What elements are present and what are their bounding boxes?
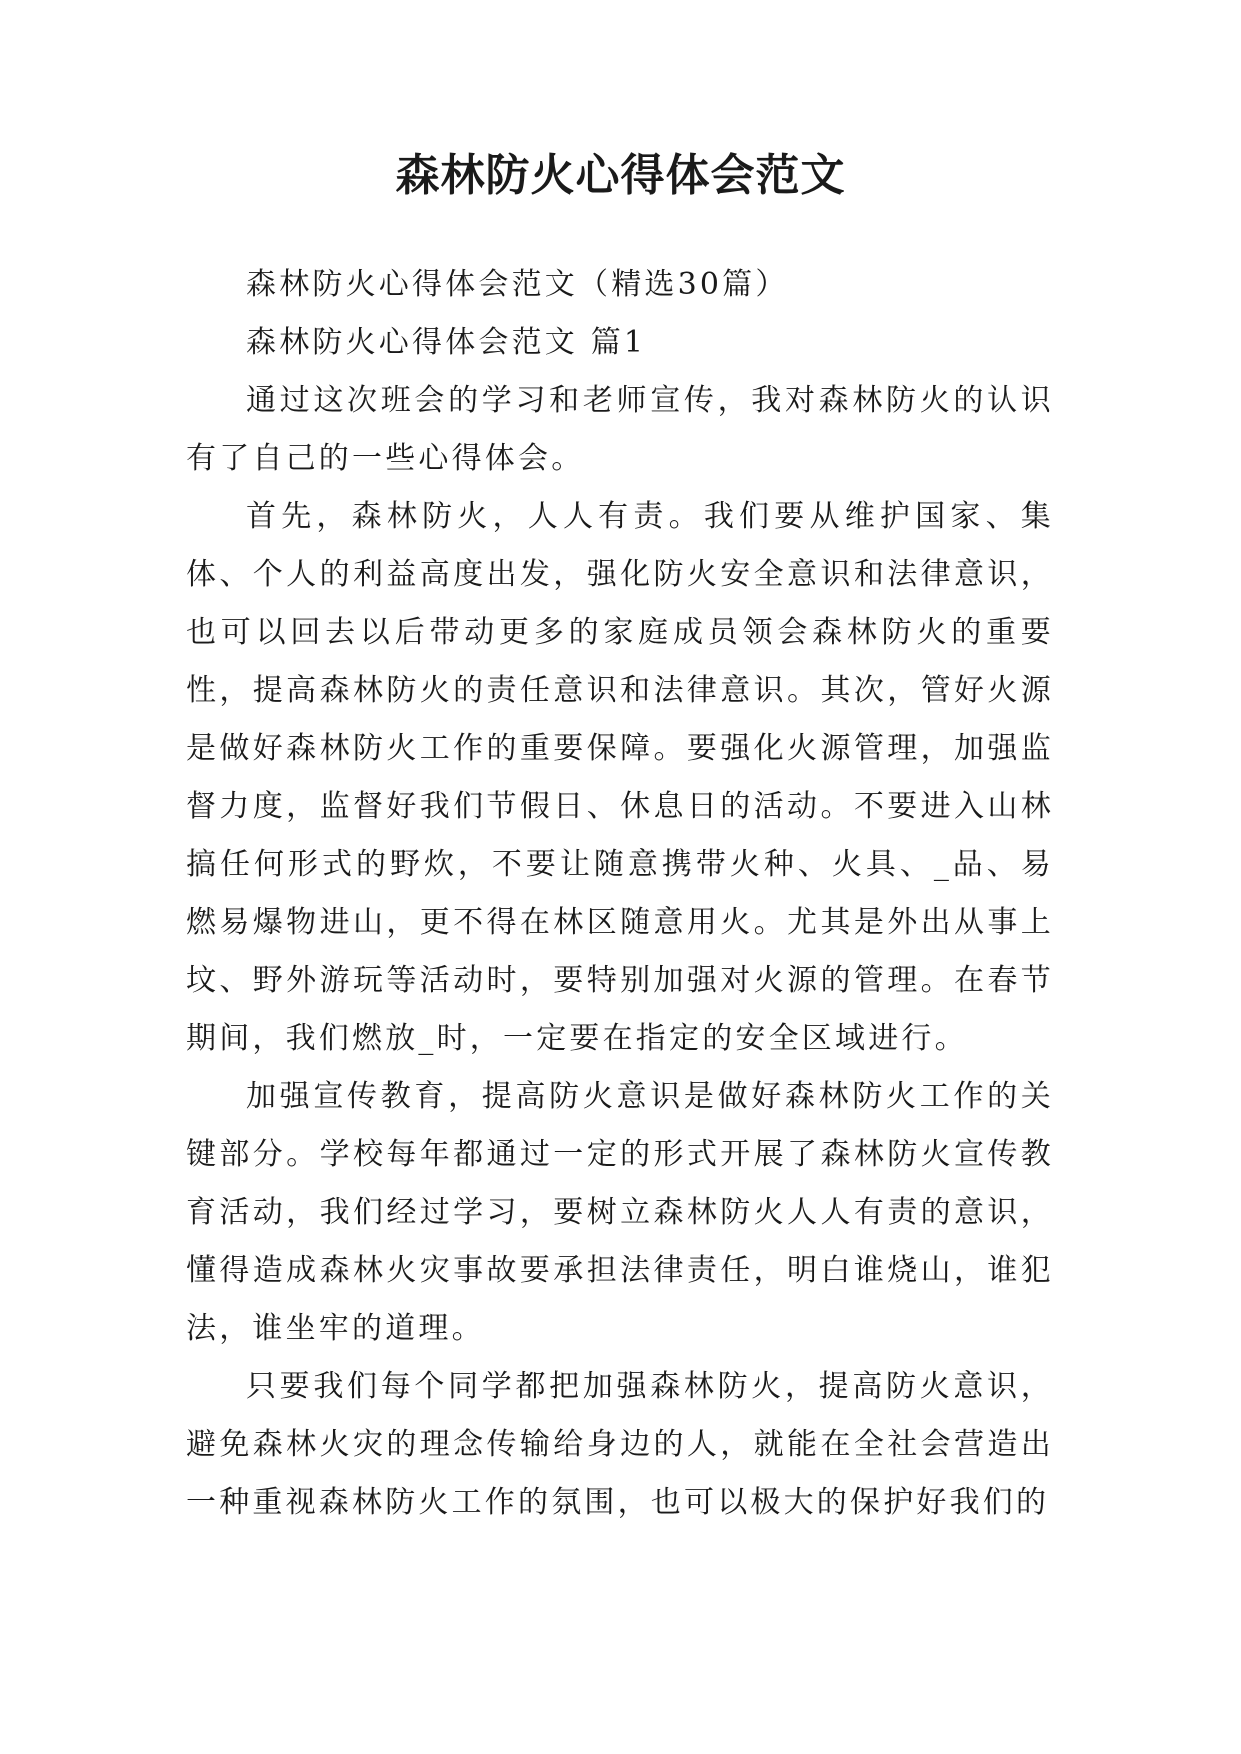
document-body xyxy=(186,256,1054,1532)
body-paragraph: 加强宣传教育，提高防火意识是做好森林防火工作的关键部分。学校每年都通过一定的形式开展了森林防火宣传教育活动，我们经过学习，要树立森林防火人人有责的意识，懂得造成森林火灾事故要承担法律责任，明白谁烧山，谁犯法，谁坐牢的道理。 xyxy=(186,1079,1054,1346)
section-heading: 森林防火心得体会范文 篇1 xyxy=(246,325,647,360)
subtitle-paragraph: 森林防火心得体会范文（精选30篇） xyxy=(246,267,789,302)
body-paragraph: 只要我们每个同学都把加强森林防火，提高防火意识，避免森林火灾的理念传输给身边的人，就能在全社会营造出一种重视森林防火工作的氛围，也可以极大的保护好我们的 xyxy=(186,1369,1054,1520)
body-paragraph: 通过这次班会的学习和老师宣传，我对森林防火的认识有了自己的一些心得体会。 xyxy=(186,383,1054,476)
body-paragraph: 首先，森林防火，人人有责。我们要从维护国家、集体、个人的利益高度出发，强化防火安全意识和法律意识，也可以回去以后带动更多的家庭成员领会森林防火的重要性，提高森林防火的责任意识和法律意识。其次，管好火源是做好森林防火工作的重要保障。要强化火源管理，加强监督力度，监督好我们节假日、休息日的活动。不要进入山林搞任何形式的野炊，不要让随意携带火种、火具、_品、易燃易爆物进山，更不得在林区随意用火。尤其是外出从事上坟、野外游玩等活动时，要特别加强对火源的管理。在春节期间，我们燃放_时，一定要在指定的安全区域进行。 xyxy=(186,499,1054,1056)
document-title: 森林防火心得体会范文 xyxy=(395,150,846,201)
